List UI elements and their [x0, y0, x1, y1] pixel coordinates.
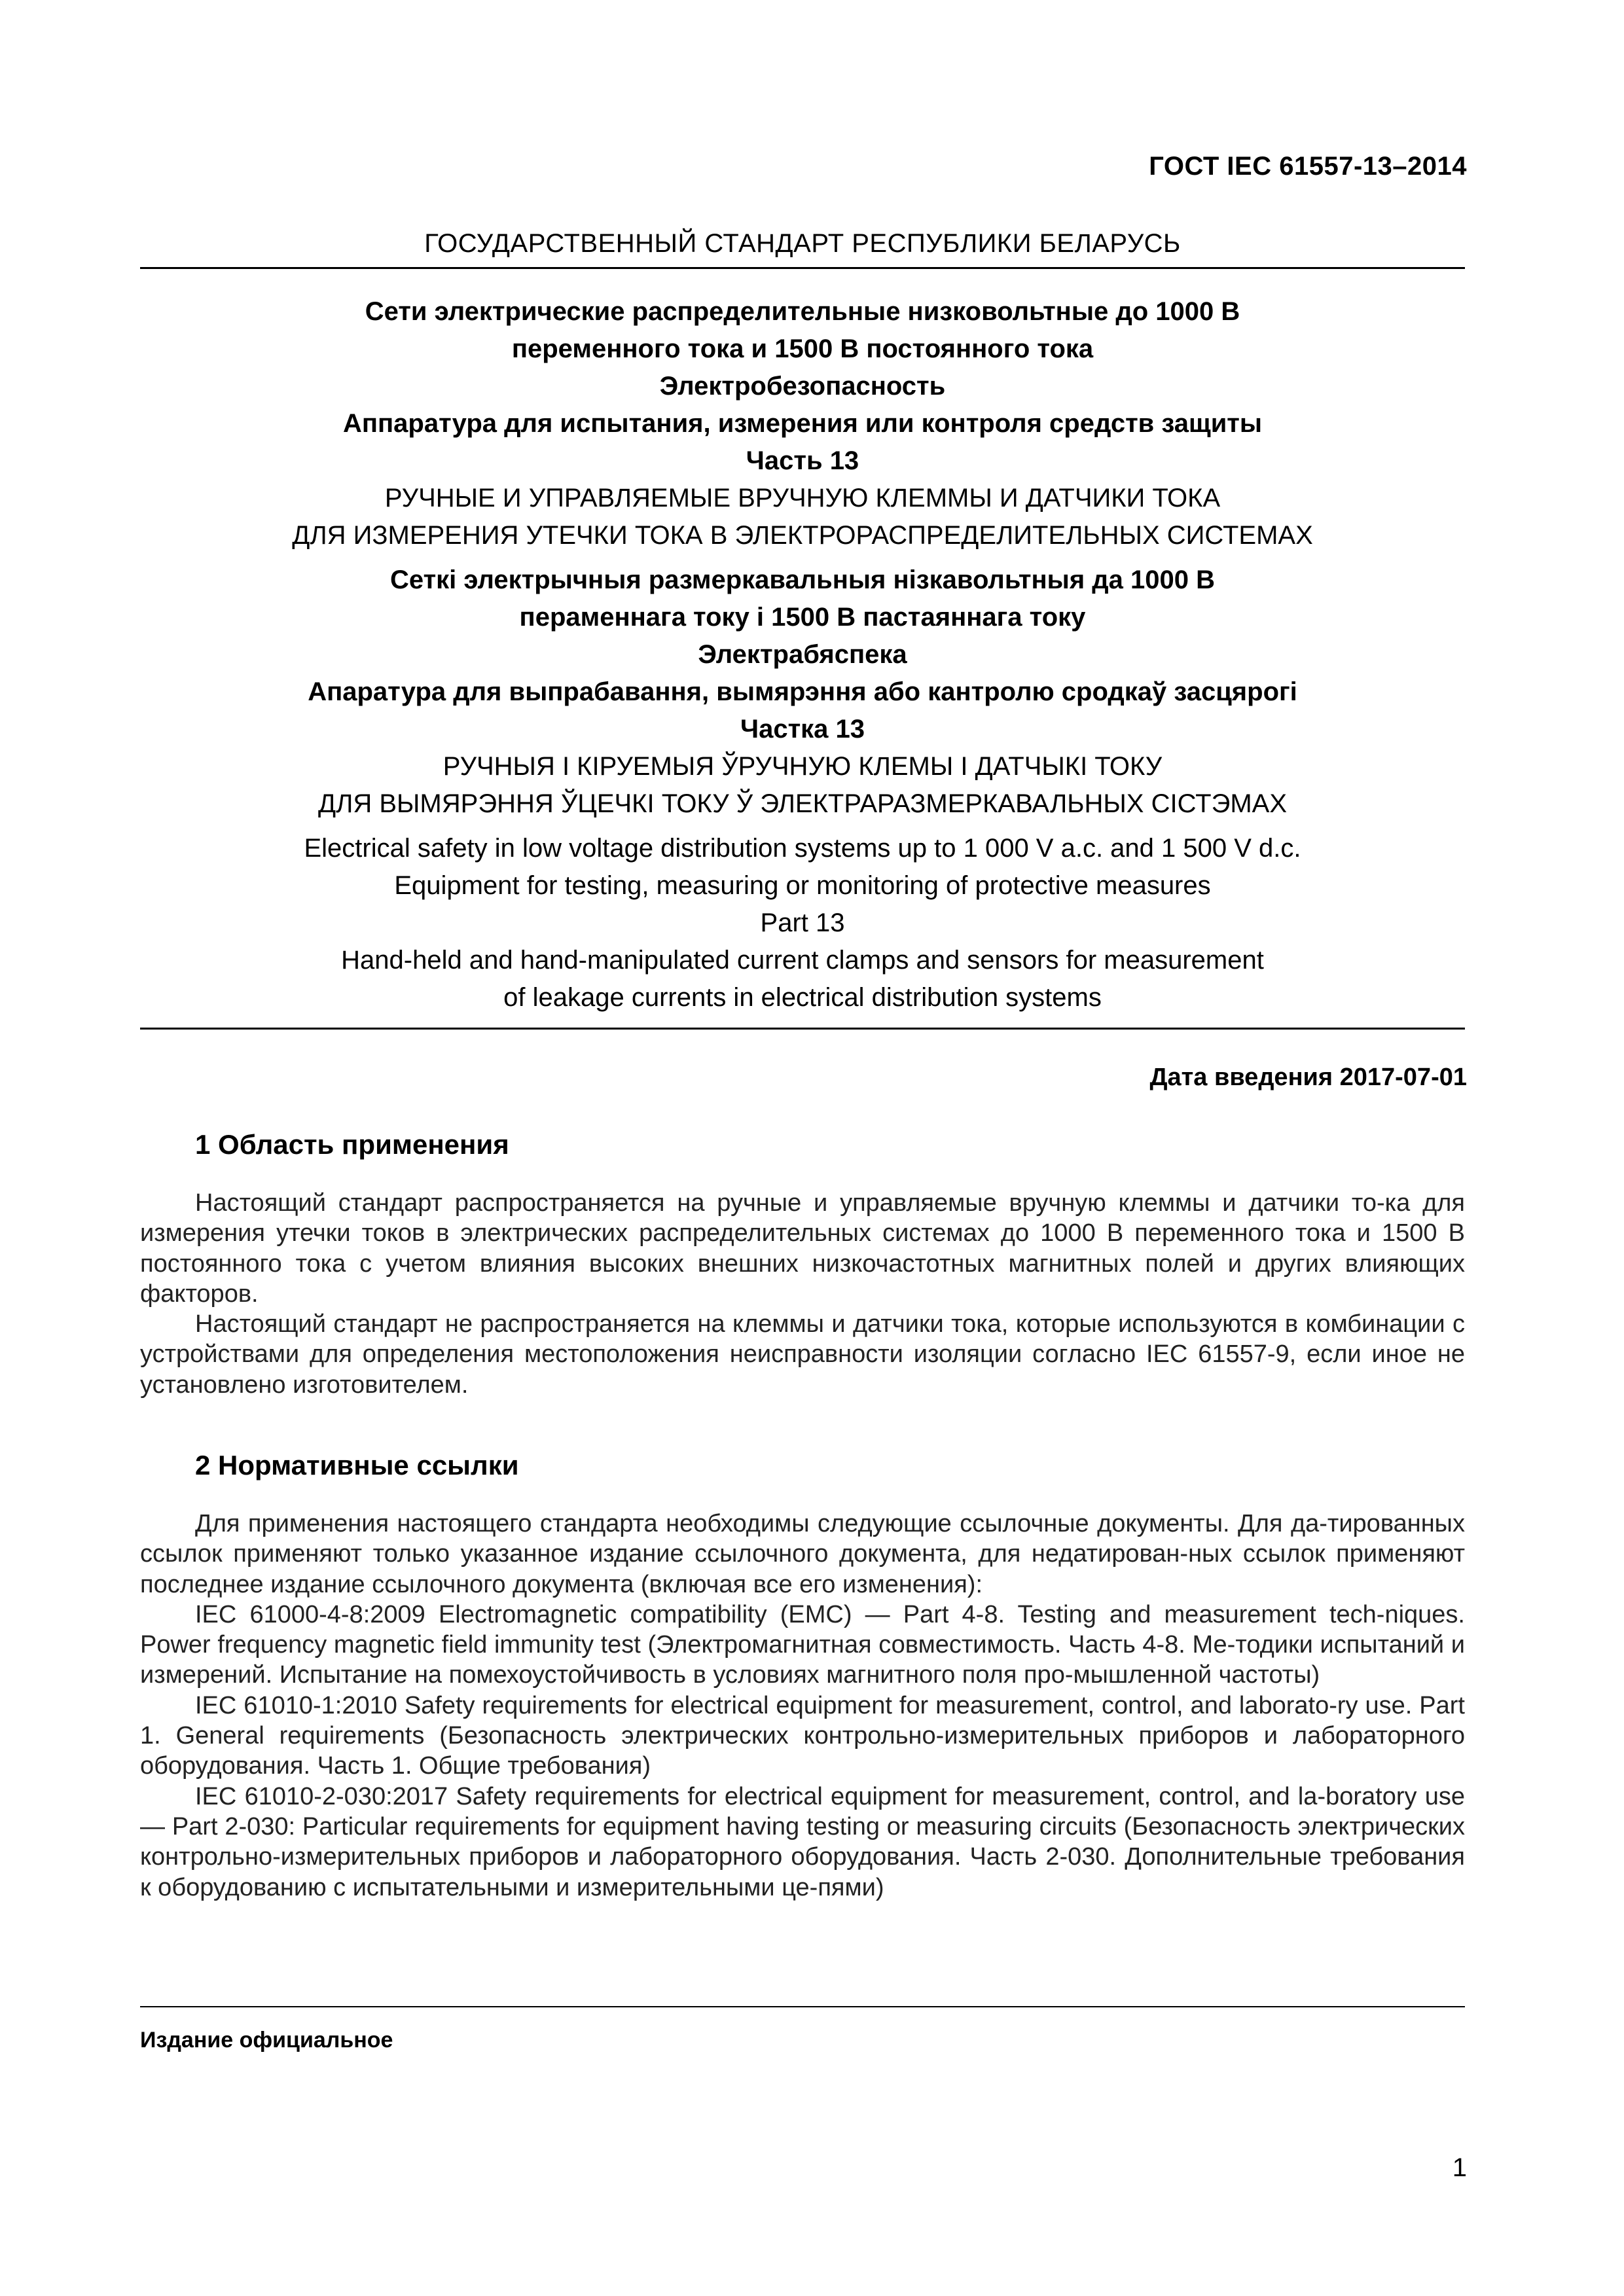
middle-divider: [140, 1028, 1465, 1030]
title-block-russian: [140, 293, 1465, 554]
title-en-line-3: Part 13: [760, 908, 845, 937]
section-2-paragraph: IEC 61010-1:2010 Safety requirements for electrical equipment for measurement, control, and laborato-ry use. Part 1. General requirements (Безопасность электрических контрольно-измерительных приборов и лабораторного оборудования. Часть 1. Общие требования): [140, 1691, 1465, 1780]
top-divider: [140, 267, 1465, 269]
title-en-line-2: Equipment for testing, measuring or monitoring of protective measures: [394, 871, 1211, 900]
title-ru-line-4: Аппаратура для испытания, измерения или контроля средств защиты: [342, 409, 1263, 438]
title-ru-line-6: РУЧНЫЕ И УПРАВЛЯЕМЫЕ ВРУЧНУЮ КЛЕММЫ И ДАТЧИКИ ТОКА: [384, 484, 1221, 512]
title-ru-line-5: Часть 13: [746, 446, 859, 475]
document-code: ГОСТ IEC 61557-13–2014: [1149, 152, 1467, 181]
section-2-body: [140, 1509, 1465, 1903]
title-by-line-1: Сеткі электрычныя размеркавальныя нізкавольтныя да 1000 В: [389, 565, 1216, 594]
section-1-body: [140, 1188, 1465, 1400]
title-en-line-1: Electrical safety in low voltage distribution systems up to 1 000 V a.c. and 1 500 V d.c.: [304, 834, 1301, 863]
title-block-english: [140, 830, 1465, 1016]
title-by-line-4: Апаратура для выпрабавання, вымярэння або кантролю сродкаў засцярогі: [308, 677, 1297, 706]
introduction-date: Дата введения 2017-07-01: [1149, 1064, 1467, 1091]
title-en-line-5: of leakage currents in electrical distribution systems: [503, 983, 1102, 1012]
title-ru-line-2: переменного тока и 1500 В постоянного тока: [511, 334, 1094, 363]
footer-divider: [140, 2006, 1465, 2007]
section-1-paragraph: Настоящий стандарт не распространяется на клеммы и датчики тока, которые используются в комбинации с устройствами для определения местоположения неисправности изоляции согласно IEC 61557-9, если иное не установлено изготовителем.: [140, 1310, 1465, 1399]
section-2-paragraph: Для применения настоящего стандарта необходимы следующие ссылочные документы. Для да-тированных ссылок применяют только указанное издание ссылочного документа, для недатирован-ных ссылок применяют последнее издание ссылочного документа (включая все его изменения):: [140, 1510, 1465, 1598]
title-ru-line-3: Электробезопасность: [659, 372, 946, 401]
section-1-paragraph: Настоящий стандарт распространяется на ручные и управляемые вручную клеммы и датчики то-ка для измерения утечки токов в электрических распределительных системах до 1000 В переменного тока и 1500 В постоянного тока с учетом влияния высоких внешних низкочастотных магнитных полей и других влияющих факторов.: [140, 1189, 1465, 1308]
title-by-line-6: РУЧНЫЯ І КІРУЕМЫЯ ЎРУЧНУЮ КЛЕМЫ І ДАТЧЫКІ ТОКУ: [442, 752, 1163, 781]
title-by-line-2: пераменнага току і 1500 В пастаяннага току: [519, 603, 1086, 632]
section-2-paragraph: IEC 61000-4-8:2009 Electromagnetic compatibility (EMC) — Part 4-8. Testing and measurement tech-niques. Power frequency magnetic field immunity test (Электромагнитная совместимость. Часть 4-8. Ме-тодики испытаний и измерений. Испытание на помехоустойчивость в условиях магнитного поля про-мышленной частоты): [140, 1600, 1465, 1689]
section-2-heading: 2 Нормативные ссылки: [195, 1450, 519, 1480]
standard-title: ГОСУДАРСТВЕННЫЙ СТАНДАРТ РЕСПУБЛИКИ БЕЛАРУСЬ: [424, 229, 1181, 258]
title-by-line-3: Электрабяспека: [698, 640, 907, 669]
title-by-line-5: Частка 13: [740, 715, 865, 744]
title-ru-line-1: Сети электрические распределительные низковольтные до 1000 В: [365, 297, 1240, 326]
title-en-line-4: Hand-held and hand-manipulated current clamps and sensors for measurement: [341, 946, 1264, 975]
title-by-line-7: ДЛЯ ВЫМЯРЭННЯ ЎЦЕЧКІ ТОКУ Ў ЭЛЕКТРАРАЗМЕРКАВАЛЬНЫХ СІСТЭМАХ: [318, 789, 1287, 818]
page-number: 1: [1452, 2153, 1467, 2182]
title-ru-line-7: ДЛЯ ИЗМЕРЕНИЯ УТЕЧКИ ТОКА В ЭЛЕКТРОРАСПРЕДЕЛИТЕЛЬНЫХ СИСТЕМАХ: [292, 521, 1313, 550]
section-2-paragraph: IEC 61010-2-030:2017 Safety requirements for electrical equipment for measurement, control, and la-boratory use — Part 2-030: Particular requirements for equipment having testing or measuring circuits (Безопасность электрических контрольно-измерительных приборов и лабораторного оборудования. Часть 2-030. Дополнительные требования к оборудованию с испытательными и измерительными це-пями): [140, 1782, 1465, 1901]
title-block-belarusian: [140, 562, 1465, 823]
official-edition-label: Издание официальное: [140, 2028, 393, 2053]
section-1-heading: 1 Область применения: [195, 1129, 509, 1160]
